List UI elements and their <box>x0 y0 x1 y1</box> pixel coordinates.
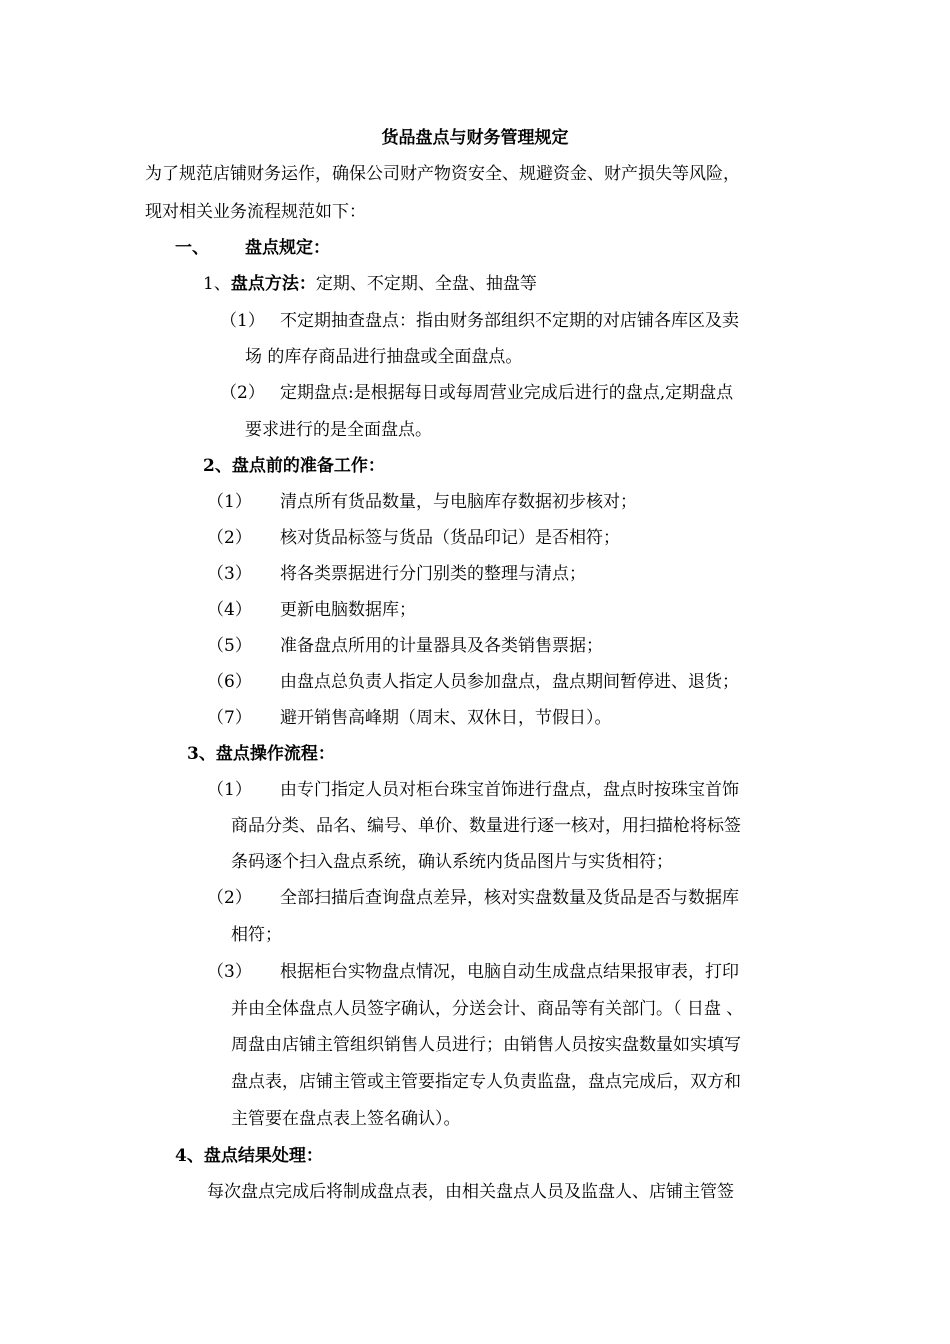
item-3-sub-1-line-3: 条码逐个扫入盘点系统，确认系统内货品图片与实货相符； <box>231 852 673 872</box>
intro-line-1: 为了规范店铺财务运作，确保公司财产物资安全、规避资金、财产损失等风险， <box>145 164 740 184</box>
item-2-sub-4-text: 更新电脑数据库； <box>280 600 416 620</box>
item-3-sub-1-number: （1） <box>207 780 252 800</box>
item-3-sub-2-number: （2） <box>207 888 252 908</box>
item-1-sub-1-line-1: 不定期抽查盘点：指由财务部组织不定期的对店铺各库区及卖 <box>280 311 739 331</box>
item-2-sub-2-number: （2） <box>207 528 252 548</box>
item-1-text: 定期、不定期、全盘、抽盘等 <box>315 274 537 294</box>
item-2-heading-line <box>203 455 385 477</box>
item-2-sub-3-text: 将各类票据进行分门别类的整理与清点； <box>280 564 586 584</box>
item-2-heading: 盘点前的准备工作： <box>231 456 385 476</box>
item-1-number: 1、 <box>203 274 231 294</box>
item-2-sub-4-number: （4） <box>207 600 252 620</box>
item-2-sub-6-text: 由盘点总负责人指定人员参加盘点，盘点期间暂停进、退货； <box>280 672 739 692</box>
item-2-sub-5-number: （5） <box>207 636 252 656</box>
item-2-sub-7-number: （7） <box>207 708 252 728</box>
item-3-sub-3-line-4: 盘点表，店铺主管或主管要指定专人负责监盘，盘点完成后，双方和 <box>231 1072 741 1092</box>
item-1-sub-1-number: （1） <box>220 311 265 331</box>
section-1-heading: 盘点规定： <box>245 238 330 258</box>
intro-line-2: 现对相关业务流程规范如下： <box>145 202 366 222</box>
item-3-number: 3、 <box>187 744 216 764</box>
item-2-number: 2、 <box>203 456 232 476</box>
item-2-sub-3-number: （3） <box>207 564 252 584</box>
item-4-heading: 盘点结果处理： <box>203 1146 323 1166</box>
item-2-sub-1-text: 清点所有货品数量，与电脑库存数据初步核对； <box>280 492 637 512</box>
section-1-number: 一、 <box>175 238 209 258</box>
item-3-sub-2-line-2: 相符； <box>231 925 282 945</box>
item-1-heading-line <box>203 273 537 295</box>
item-2-sub-1-number: （1） <box>207 492 252 512</box>
item-3-sub-2-line-1: 全部扫描后查询盘点差异，核对实盘数量及货品是否与数据库 <box>280 888 739 908</box>
item-1-sub-2-line-1: 定期盘点:是根据每日或每周营业完成后进行的盘点,定期盘点 <box>280 383 734 403</box>
item-1-sub-2-line-2: 要求进行的是全面盘点。 <box>245 420 432 440</box>
item-3-sub-3-line-3: 周盘由店铺主管组织销售人员进行；由销售人员按实盘数量如实填写 <box>231 1035 741 1055</box>
item-3-sub-3-number: （3） <box>207 962 252 982</box>
item-1-sub-2-number: （2） <box>220 383 265 403</box>
item-2-sub-7-text: 避开销售高峰期（周末、双休日，节假日）。 <box>280 708 612 728</box>
item-3-heading-line <box>187 743 335 765</box>
item-4-heading-line <box>175 1145 323 1167</box>
item-1-sub-1-line-2: 场 的库存商品进行抽盘或全面盘点。 <box>245 347 523 367</box>
item-3-sub-1-line-1: 由专门指定人员对柜台珠宝首饰进行盘点，盘点时按珠宝首饰 <box>280 780 739 800</box>
page-title: 货品盘点与财务管理规定 <box>381 128 569 148</box>
item-2-sub-2-text: 核对货品标签与货品（货品印记）是否相符； <box>280 528 620 548</box>
item-2-sub-5-text: 准备盘点所用的计量器具及各类销售票据； <box>280 636 603 656</box>
item-4-number: 4、 <box>175 1146 204 1166</box>
item-3-heading: 盘点操作流程： <box>215 744 335 764</box>
item-3-sub-3-line-1: 根据柜台实物盘点情况，电脑自动生成盘点结果报审表，打印 <box>280 962 739 982</box>
item-3-sub-3-line-5: 主管要在盘点表上签名确认）。 <box>231 1109 461 1129</box>
item-2-sub-6-number: （6） <box>207 672 252 692</box>
item-3-sub-3-line-2: 并由全体盘点人员签字确认，分送会计、商品等有关部门。（ 日盘 、 <box>231 999 744 1019</box>
item-4-text: 每次盘点完成后将制成盘点表，由相关盘点人员及监盘人、店铺主管签 <box>207 1182 734 1202</box>
item-3-sub-1-line-2: 商品分类、品名、编号、单价、数量进行逐一核对，用扫描枪将标签 <box>231 816 741 836</box>
item-1-heading: 盘点方法： <box>230 274 316 294</box>
